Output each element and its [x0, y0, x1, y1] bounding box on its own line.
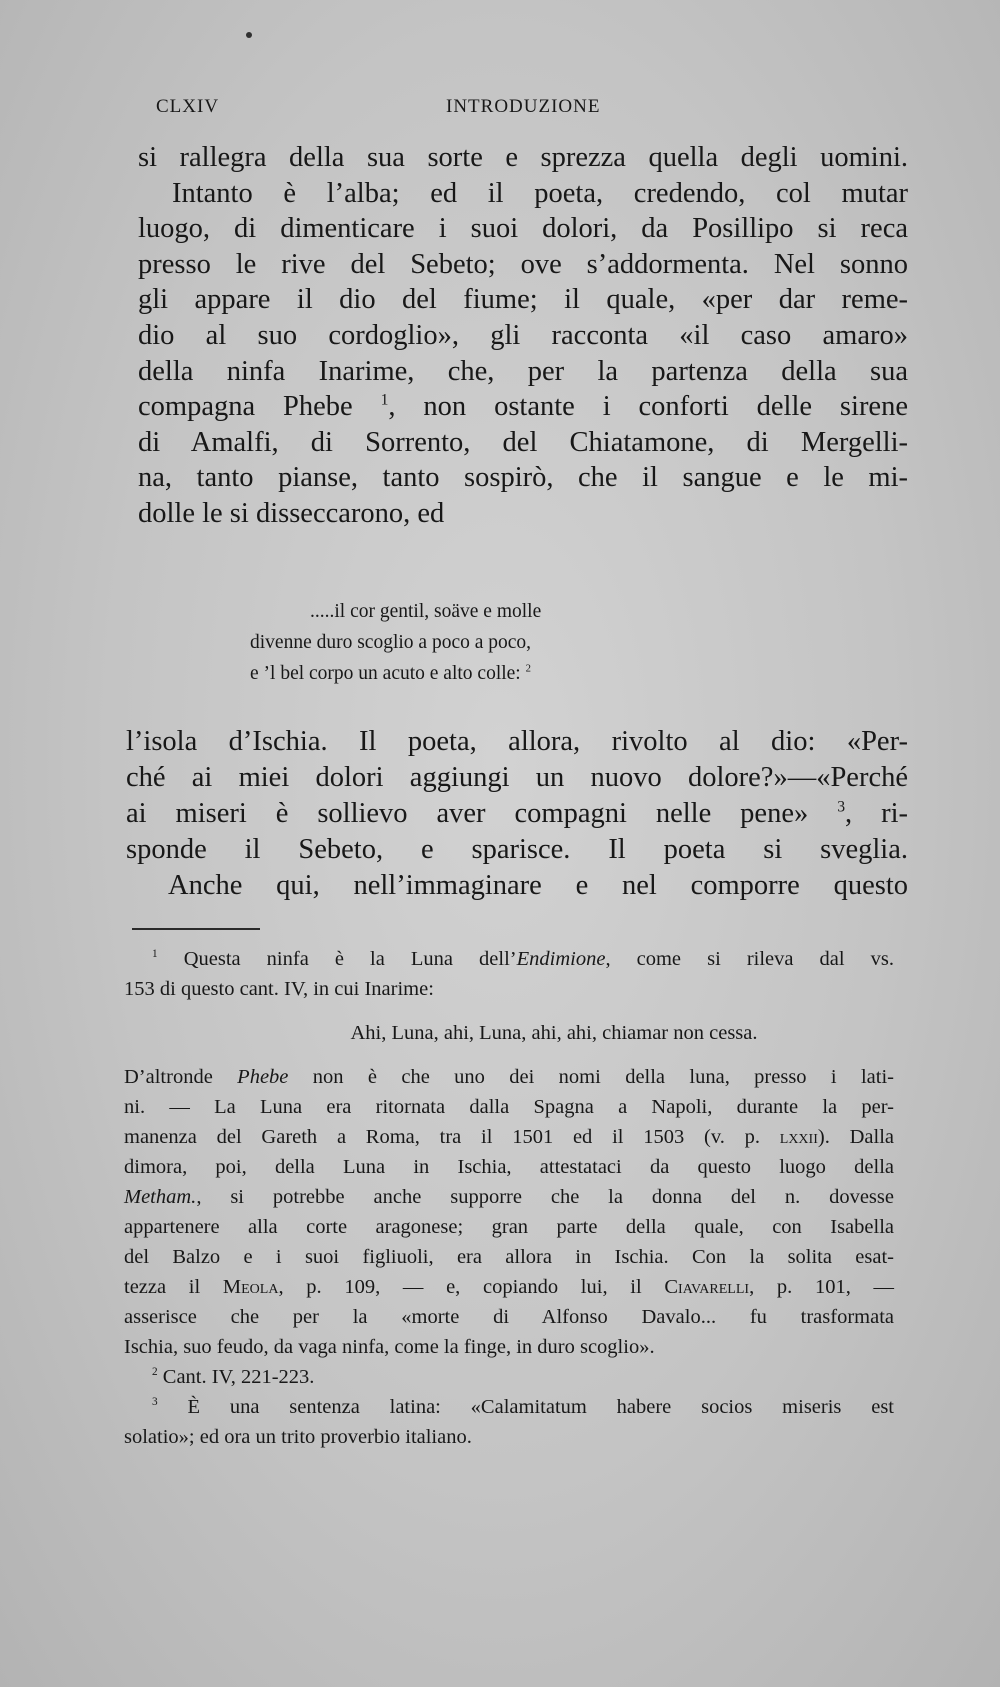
footnotes [124, 944, 894, 1452]
footnote-1-line: $^1$ Questa ninfa è la Luna dell’Endimione, come si rileva dal vs. [152, 948, 894, 970]
main-paragraph-1 [138, 140, 908, 532]
text-line: sponde il Sebeto, e sparisce. Il poeta si sveglia. [126, 834, 908, 865]
running-title: INTRODUZIONE [446, 96, 601, 117]
text-fragment: ai miseri è sollievo aver compagni nelle pene» [126, 798, 809, 829]
verse-line [250, 658, 850, 689]
text-line: Anche qui, nell’immaginare e nel comporre questo [168, 870, 908, 901]
text-line: na, tanto pianse, tanto sospirò, che il sangue e le mi- [138, 462, 908, 494]
footnote-separator [132, 928, 260, 930]
text-line: ché ai miei dolori aggiungi un nuovo dolore?»—«Perché [126, 762, 908, 793]
footnote-ref-2: 2 [525, 662, 531, 675]
text-line-with-footnote [138, 389, 908, 425]
main-paragraph-2 [126, 724, 908, 904]
footnote-2-line: $^2$ Cant. IV, 221-223. [152, 1366, 315, 1388]
text-line-with-footnote [126, 796, 908, 832]
footnote-1-line: ni. — La Luna era ritornata dalla Spagna a Napoli, durante la per- [124, 1096, 894, 1118]
small-caps-author: Meola [222, 1276, 279, 1298]
page-number: CLXIV [156, 96, 220, 117]
text-line: luogo, di dimenticare i suoi dolori, da Posillipo si reca [138, 213, 908, 245]
text-fragment: , non ostante i conforti delle sirene [388, 391, 908, 423]
text-line: presso le rive del Sebeto; ove s’addormenta. Nel sonno [138, 248, 908, 280]
text-line: dio al suo cordoglio», gli racconta «il caso amaro» [138, 319, 908, 351]
footnote-3-line: $^3$ È una sentenza latina: «Calamitatum habere socios miseris est [152, 1396, 894, 1418]
text-line: Intanto è l’alba; ed il poeta, credendo, col mutar [172, 177, 908, 209]
text-fragment: compagna Phebe [138, 391, 353, 423]
footnote-1-line: del Balzo e i suoi figliuoli, era allora in Ischia. Con la solita esat- [124, 1246, 894, 1268]
text-line: dolle le si disseccarono, ed [138, 497, 445, 529]
italic-name: Phebe [237, 1066, 289, 1088]
text-line: si rallegra della sua sorte e sprezza quella degli uomini. [138, 142, 908, 173]
footnote-1-line: dimora, poi, della Luna in Ischia, attestataci da questo luogo della [124, 1156, 894, 1178]
text-fragment: e ’l bel corpo un acuto e alto colle: [250, 663, 521, 684]
footnote-1-line: tezza il Meola, p. 109, — e, copiando lui, il Ciavarelli, p. 101, — [124, 1276, 895, 1298]
verse-line: divenne duro scoglio a poco a poco, [250, 632, 532, 653]
text-line: l’isola d’Ischia. Il poeta, allora, rivolto al dio: «Per- [126, 726, 908, 757]
small-caps-ref: lxxii [779, 1126, 818, 1148]
small-caps-author: Ciavarelli [664, 1276, 750, 1298]
text-line: di Amalfi, di Sorrento, del Chiatamone, di Mergelli- [138, 426, 908, 458]
footnote-1-line: Ischia, suo feudo, da vaga ninfa, come la finge, in duro scoglio». [124, 1336, 655, 1358]
footnote-1-line: asserisce che per la «morte di Alfonso Davalo... fu trasformata [124, 1306, 894, 1328]
footnote-1-line: D’altronde Phebe non è che uno dei nomi della luna, presso i lati- [124, 1066, 894, 1088]
text-line: della ninfa Inarime, che, per la partenza della sua [138, 355, 908, 387]
footnote-ref-3: 3 [837, 798, 846, 816]
footnote-1-line: 153 di questo cant. IV, in cui Inarime: [124, 978, 434, 1000]
footnote-ref-1: 1 [380, 391, 389, 409]
footnote-mark: 2 [152, 1366, 158, 1379]
italic-title: Metham. [124, 1186, 197, 1208]
footnote-quotation: Ahi, Luna, ahi, Luna, ahi, ahi, chiamar non cessa. [350, 1022, 758, 1044]
text-fragment: , ri- [845, 798, 908, 829]
italic-title: Endimione [516, 948, 606, 970]
ink-speck [246, 32, 252, 38]
footnote-1-line: appartenere alla corte aragonese; gran parte della quale, con Isabella [124, 1216, 894, 1238]
footnote-3-line: solatio»; ed ora un trito proverbio italiano. [124, 1426, 472, 1448]
footnote-1-line: manenza del Gareth a Roma, tra il 1501 ed il 1503 (v. p. lxxii). Dalla [124, 1126, 894, 1148]
verse-line: .....il cor gentil, soäve e molle [310, 601, 542, 622]
footnote-mark: 1 [152, 948, 158, 961]
verse-quotation [250, 596, 850, 689]
text-line: gli appare il dio del fiume; il quale, «per dar reme- [138, 284, 908, 316]
footnote-mark: 3 [152, 1396, 158, 1409]
footnote-1-line: Metham., si potrebbe anche supporre che la donna del n. dovesse [124, 1186, 894, 1208]
